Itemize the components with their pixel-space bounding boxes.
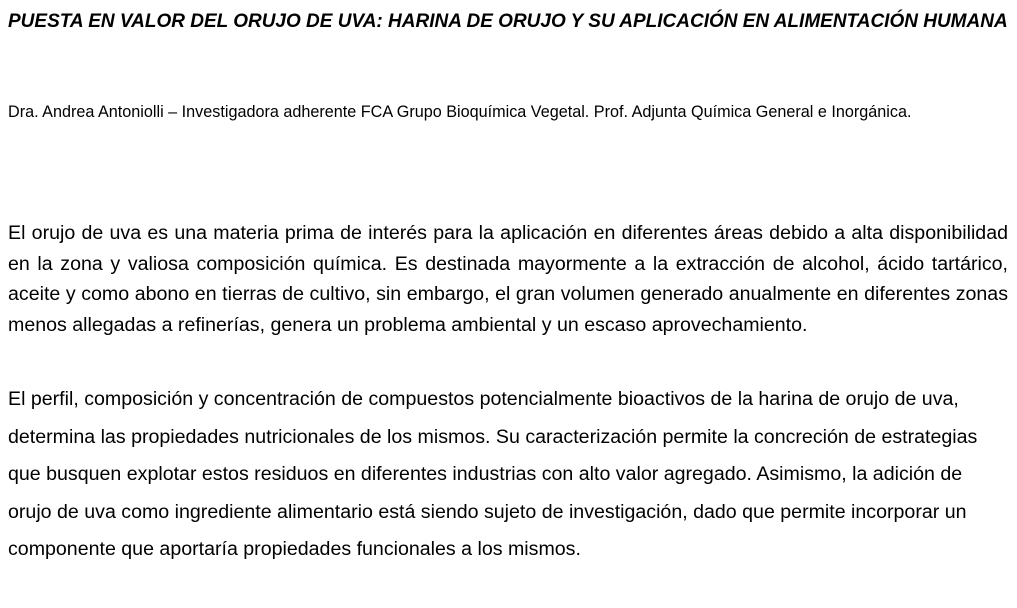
author-line: Dra. Andrea Antoniolli – Investigadora adherente FCA Grupo Bioquímica Vegetal. Prof. Adjunta Química General e Inorgánica. [8, 103, 912, 121]
document-title: PUESTA EN VALOR DEL ORUJO DE UVA: HARINA DE ORUJO Y SU APLICACIÓN EN ALIMENTACIÓN HUMANA [8, 11, 1008, 32]
body-paragraph-2: El perfil, composición y concentración de compuestos potencialmente bioactivos de la harina de orujo de uva, determina las propiedades nutricionales de los mismos. Su caracterización permite la concreción de estrategias que busquen explotar estos residuos en diferentes industrias con alto valor agregado. Asimismo, la adición de orujo de uva como ingrediente alimentario está siendo sujeto de investigación, dado que permite incorporar un componente que aportaría propiedades funcionales a los mismos. [8, 388, 978, 560]
body-paragraph-1: El orujo de uva es una materia prima de interés para la aplicación en diferentes áreas debido a alta disponibilidad en la zona y valiosa composición química. Es destinada mayormente a la extracción de alcohol, ácido tartárico, aceite y como abono en tierras de cultivo, sin embargo, el gran volumen generado anualmente en diferentes zonas menos allegadas a refinerías, genera un problema ambiental y un escaso aprovechamiento. [8, 222, 1008, 336]
